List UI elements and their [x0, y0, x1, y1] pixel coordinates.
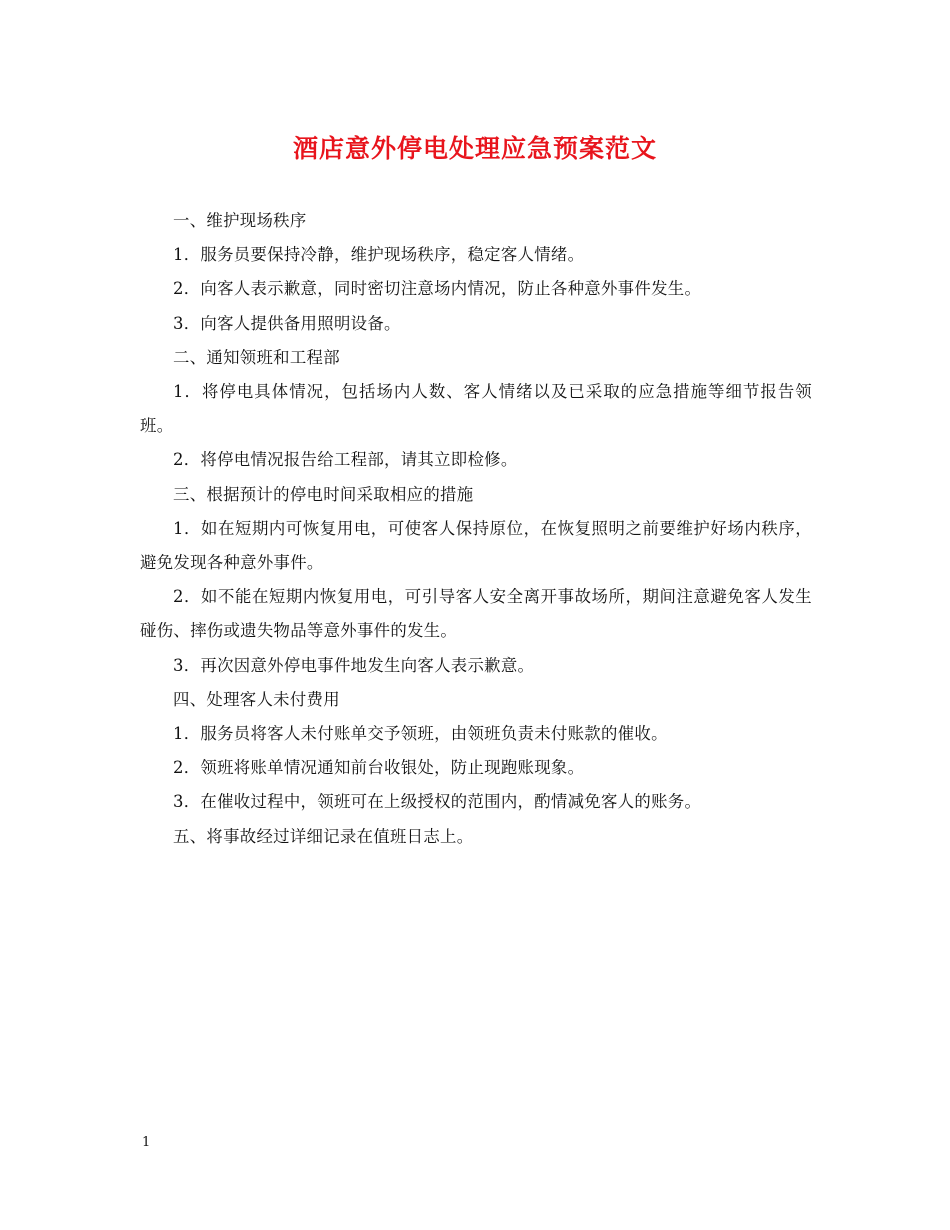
paragraph: 3．在催收过程中，领班可在上级授权的范围内，酌情减免客人的账务。: [173, 792, 702, 812]
document-title: 酒店意外停电处理应急预案范文: [292, 134, 657, 163]
section-heading-5: 五、将事故经过详细记录在值班日志上。: [173, 826, 474, 846]
paragraph: 2．将停电情况报告给工程部，请其立即检修。: [173, 450, 518, 470]
paragraph: 2．领班将账单情况通知前台收银处，防止现跑账现象。: [173, 758, 585, 778]
section-heading-3: 三、根据预计的停电时间采取相应的措施: [173, 484, 474, 504]
paragraph: 3．再次因意外停电事件地发生向客人表示歉意。: [173, 655, 535, 675]
paragraph: 2．如不能在短期内恢复用电，可引导客人安全离开事故场所，期间注意避免客人发生碰伤、摔伤或遗失物品等意外事件的发生。: [140, 587, 812, 641]
section-heading-1: 一、维护现场秩序: [173, 211, 307, 230]
paragraph: 3．向客人提供备用照明设备。: [173, 313, 401, 333]
paragraph: 2．向客人表示歉意，同时密切注意场内情况，防止各种意外事件发生。: [173, 279, 702, 299]
section-heading-4: 四、处理客人未付费用: [173, 689, 340, 709]
section-heading-2: 二、通知领班和工程部: [173, 347, 340, 367]
paragraph: 1．将停电具体情况，包括场内人数、客人情绪以及已采取的应急措施等细节报告领班。: [140, 382, 812, 436]
page-number: 1: [142, 1135, 151, 1150]
paragraph: 1．服务员要保持冷静，维护现场秩序，稳定客人情绪。: [173, 245, 585, 265]
paragraph: 1．服务员将客人未付账单交予领班，由领班负责未付账款的催收。: [173, 724, 668, 744]
document-body: [140, 204, 812, 854]
paragraph: 1．如在短期内可恢复用电，可使客人保持原位，在恢复照明之前要维护好场内秩序，避免发现各种意外事件。: [140, 518, 812, 573]
